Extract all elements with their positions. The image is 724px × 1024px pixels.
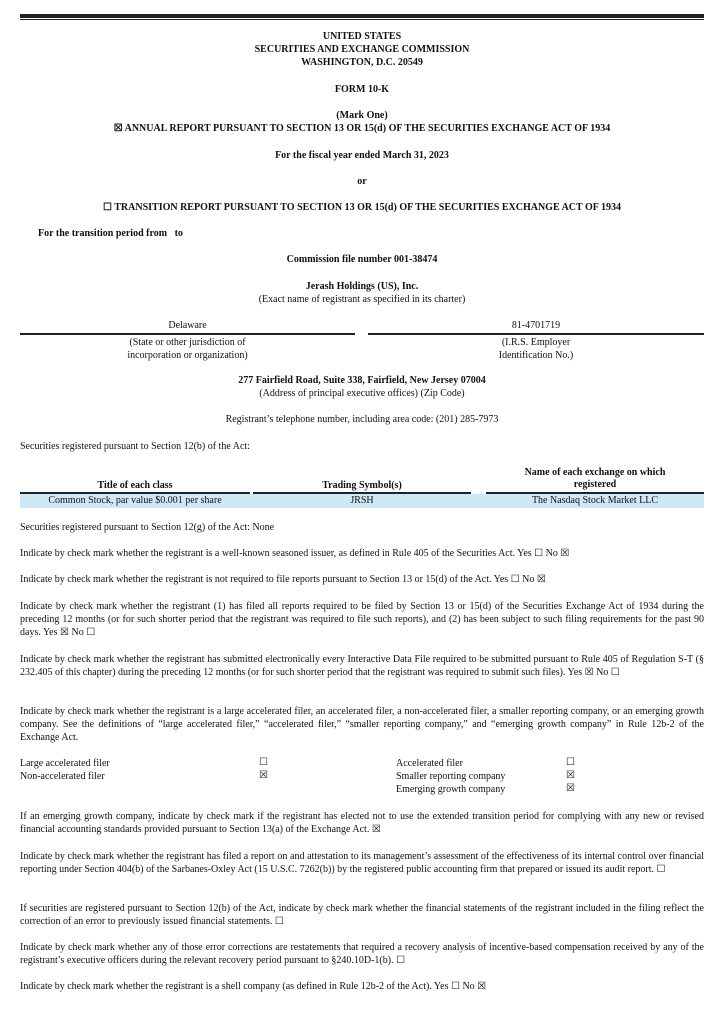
header-washington: WASHINGTON, D.C. 20549 xyxy=(301,57,423,68)
question-filed-reports: Indicate by check mark whether the registrant (1) has filed all reports required to be filed by Section 13 or 15(d) of the Securities Exchange Act of 1934 during the preceding 12 months (or for such shorter period that the registrant was required to file such reports), and (2) has been subject to such filing requirements for the past 90 days. Yes ☒ No ☐ xyxy=(20,601,704,638)
question-shell-company: Indicate by check mark whether the registrant is a shell company (as defined in Rule 12b-2 of the Act). Yes ☐ No ☒ xyxy=(20,981,487,992)
emerging-growth-company-checkbox[interactable]: ☒ xyxy=(566,783,575,794)
state-rule xyxy=(20,333,355,335)
address-note: (Address of principal executive offices) (Zip Code) xyxy=(259,388,465,399)
form-title: FORM 10-K xyxy=(334,84,390,95)
address-line: 277 Fairfield Road, Suite 338, Fairfield, New Jersey 07004 xyxy=(238,375,486,386)
row-symbol: JRSH xyxy=(350,495,374,506)
registrant-name: Jerash Holdings (US), Inc. xyxy=(305,281,419,292)
ein-label-line1: (I.R.S. Employer xyxy=(501,337,571,348)
annual-report-option: ☒ ANNUAL REPORT PURSUANT TO SECTION 13 OR 15(d) OF THE SECURITIES EXCHANGE ACT OF 1934 xyxy=(113,123,611,134)
commission-file-number: Commission file number 001-38474 xyxy=(286,254,438,265)
question-well-known-issuer: Indicate by check mark whether the registrant is a well-known seasoned issuer, as defined in Rule 405 of the Securities Act. Yes ☐ No ☒ xyxy=(20,548,570,559)
state-label xyxy=(20,336,355,362)
question-sox-attestation: Indicate by check mark whether the registrant has filed a report on and attestation to its management’s assessment of the effectiveness of its internal control over financial reporting under Section 404(b) of the Sarbanes-Oxley Act (15 U.S.C. 7262(b)) by the registered public accounting firm that prepared or issued its audit report. ☐ xyxy=(20,851,704,875)
or-text: or xyxy=(357,176,367,187)
state-label-line1: (State or other jurisdiction of xyxy=(129,337,246,348)
row-title: Common Stock, par value $0.001 per share xyxy=(48,495,222,506)
col-symbol-header: Trading Symbol(s) xyxy=(322,480,402,491)
telephone: Registrant’s telephone number, including area code: (201) 285-7973 xyxy=(225,414,499,425)
question-emerging-growth-election: If an emerging growth company, indicate by check mark if the registrant has elected not to use the extended transition period for complying with any new or revised financial accounting standards provided pursuant to Section 13(a) of the Exchange Act. ☒ xyxy=(20,811,704,835)
col-exchange-header-line2: registered xyxy=(573,479,617,490)
header-sec: SECURITIES AND EXCHANGE COMMISSION xyxy=(254,44,470,55)
col-title-header: Title of each class xyxy=(97,480,173,491)
col-exchange-header xyxy=(486,467,704,491)
state-label-line2: incorporation or organization) xyxy=(127,350,248,361)
top-rule xyxy=(20,14,704,18)
fiscal-year: For the fiscal year ended March 31, 2023 xyxy=(275,150,449,161)
accelerated-filer-label: Accelerated filer xyxy=(396,758,463,769)
accelerated-filer-checkbox[interactable]: ☐ xyxy=(566,757,575,768)
smaller-reporting-company-checkbox[interactable]: ☒ xyxy=(566,770,575,781)
emerging-growth-company-label: Emerging growth company xyxy=(396,784,506,795)
section-12g-label: Securities registered pursuant to Section 12(g) of the Act: None xyxy=(20,522,275,533)
question-filer-status: Indicate by check mark whether the registrant is a large accelerated filer, an accelerated filer, a non-accelerated filer, a smaller reporting company, or an emerging growth company. See the definitions of “large accelerated filer,” “accelerated filer,” “smaller reporting company,” and “emerging growth company” in Rule 12b-2 of the Exchange Act. xyxy=(20,706,704,743)
col-exchange-header-line1: Name of each exchange on which xyxy=(524,467,666,478)
section-12b-label: Securities registered pursuant to Section 12(b) of the Act: xyxy=(20,441,250,452)
row-exchange: The Nasdaq Stock Market LLC xyxy=(531,495,659,506)
ein-label-line2: Identification No.) xyxy=(498,350,574,361)
transition-report-option: ☐ TRANSITION REPORT PURSUANT TO SECTION 13 OR 15(d) OF THE SECURITIES EXCHANGE ACT OF 1934 xyxy=(102,202,622,213)
state-value: Delaware xyxy=(168,320,207,331)
question-error-correction: If securities are registered pursuant to Section 12(b) of the Act, indicate by check mark whether the financial statements of the registrant included in the filing reflect the correction of an error to previously issued financial statements. ☐ xyxy=(20,903,704,927)
header-united-states: UNITED STATES xyxy=(322,31,402,42)
mark-one: (Mark One) xyxy=(336,110,388,121)
ein-value: 81-4701719 xyxy=(511,320,561,331)
registrant-name-note: (Exact name of registrant as specified in its charter) xyxy=(258,294,466,305)
non-accelerated-filer-label: Non-accelerated filer xyxy=(20,771,105,782)
question-interactive-data: Indicate by check mark whether the registrant has submitted electronically every Interactive Data File required to be submitted pursuant to Rule 405 of Regulation S-T (§ 232.405 of this chapter) during the preceding 12 months (or for such shorter period that the registrant was required to submit such files). Yes ☒ No ☐ xyxy=(20,654,704,678)
smaller-reporting-company-label: Smaller reporting company xyxy=(396,771,506,782)
large-accelerated-filer-label: Large accelerated filer xyxy=(20,758,110,769)
ein-label xyxy=(368,336,704,362)
non-accelerated-filer-checkbox[interactable]: ☒ xyxy=(259,770,268,781)
question-restatement-recovery: Indicate by check mark whether any of those error corrections are restatements that required a recovery analysis of incentive-based compensation received by any of the registrant’s executive officers during the relevant recovery period pursuant to §240.10D-1(b). ☐ xyxy=(20,942,704,966)
top-rule-thin xyxy=(20,19,704,20)
large-accelerated-filer-checkbox[interactable]: ☐ xyxy=(259,757,268,768)
question-not-required: Indicate by check mark whether the registrant is not required to file reports pursuant to Section 13 or 15(d) of the Act. Yes ☐ No ☒ xyxy=(20,574,546,585)
transition-period: For the transition period from to xyxy=(38,228,183,239)
ein-rule xyxy=(368,333,704,335)
